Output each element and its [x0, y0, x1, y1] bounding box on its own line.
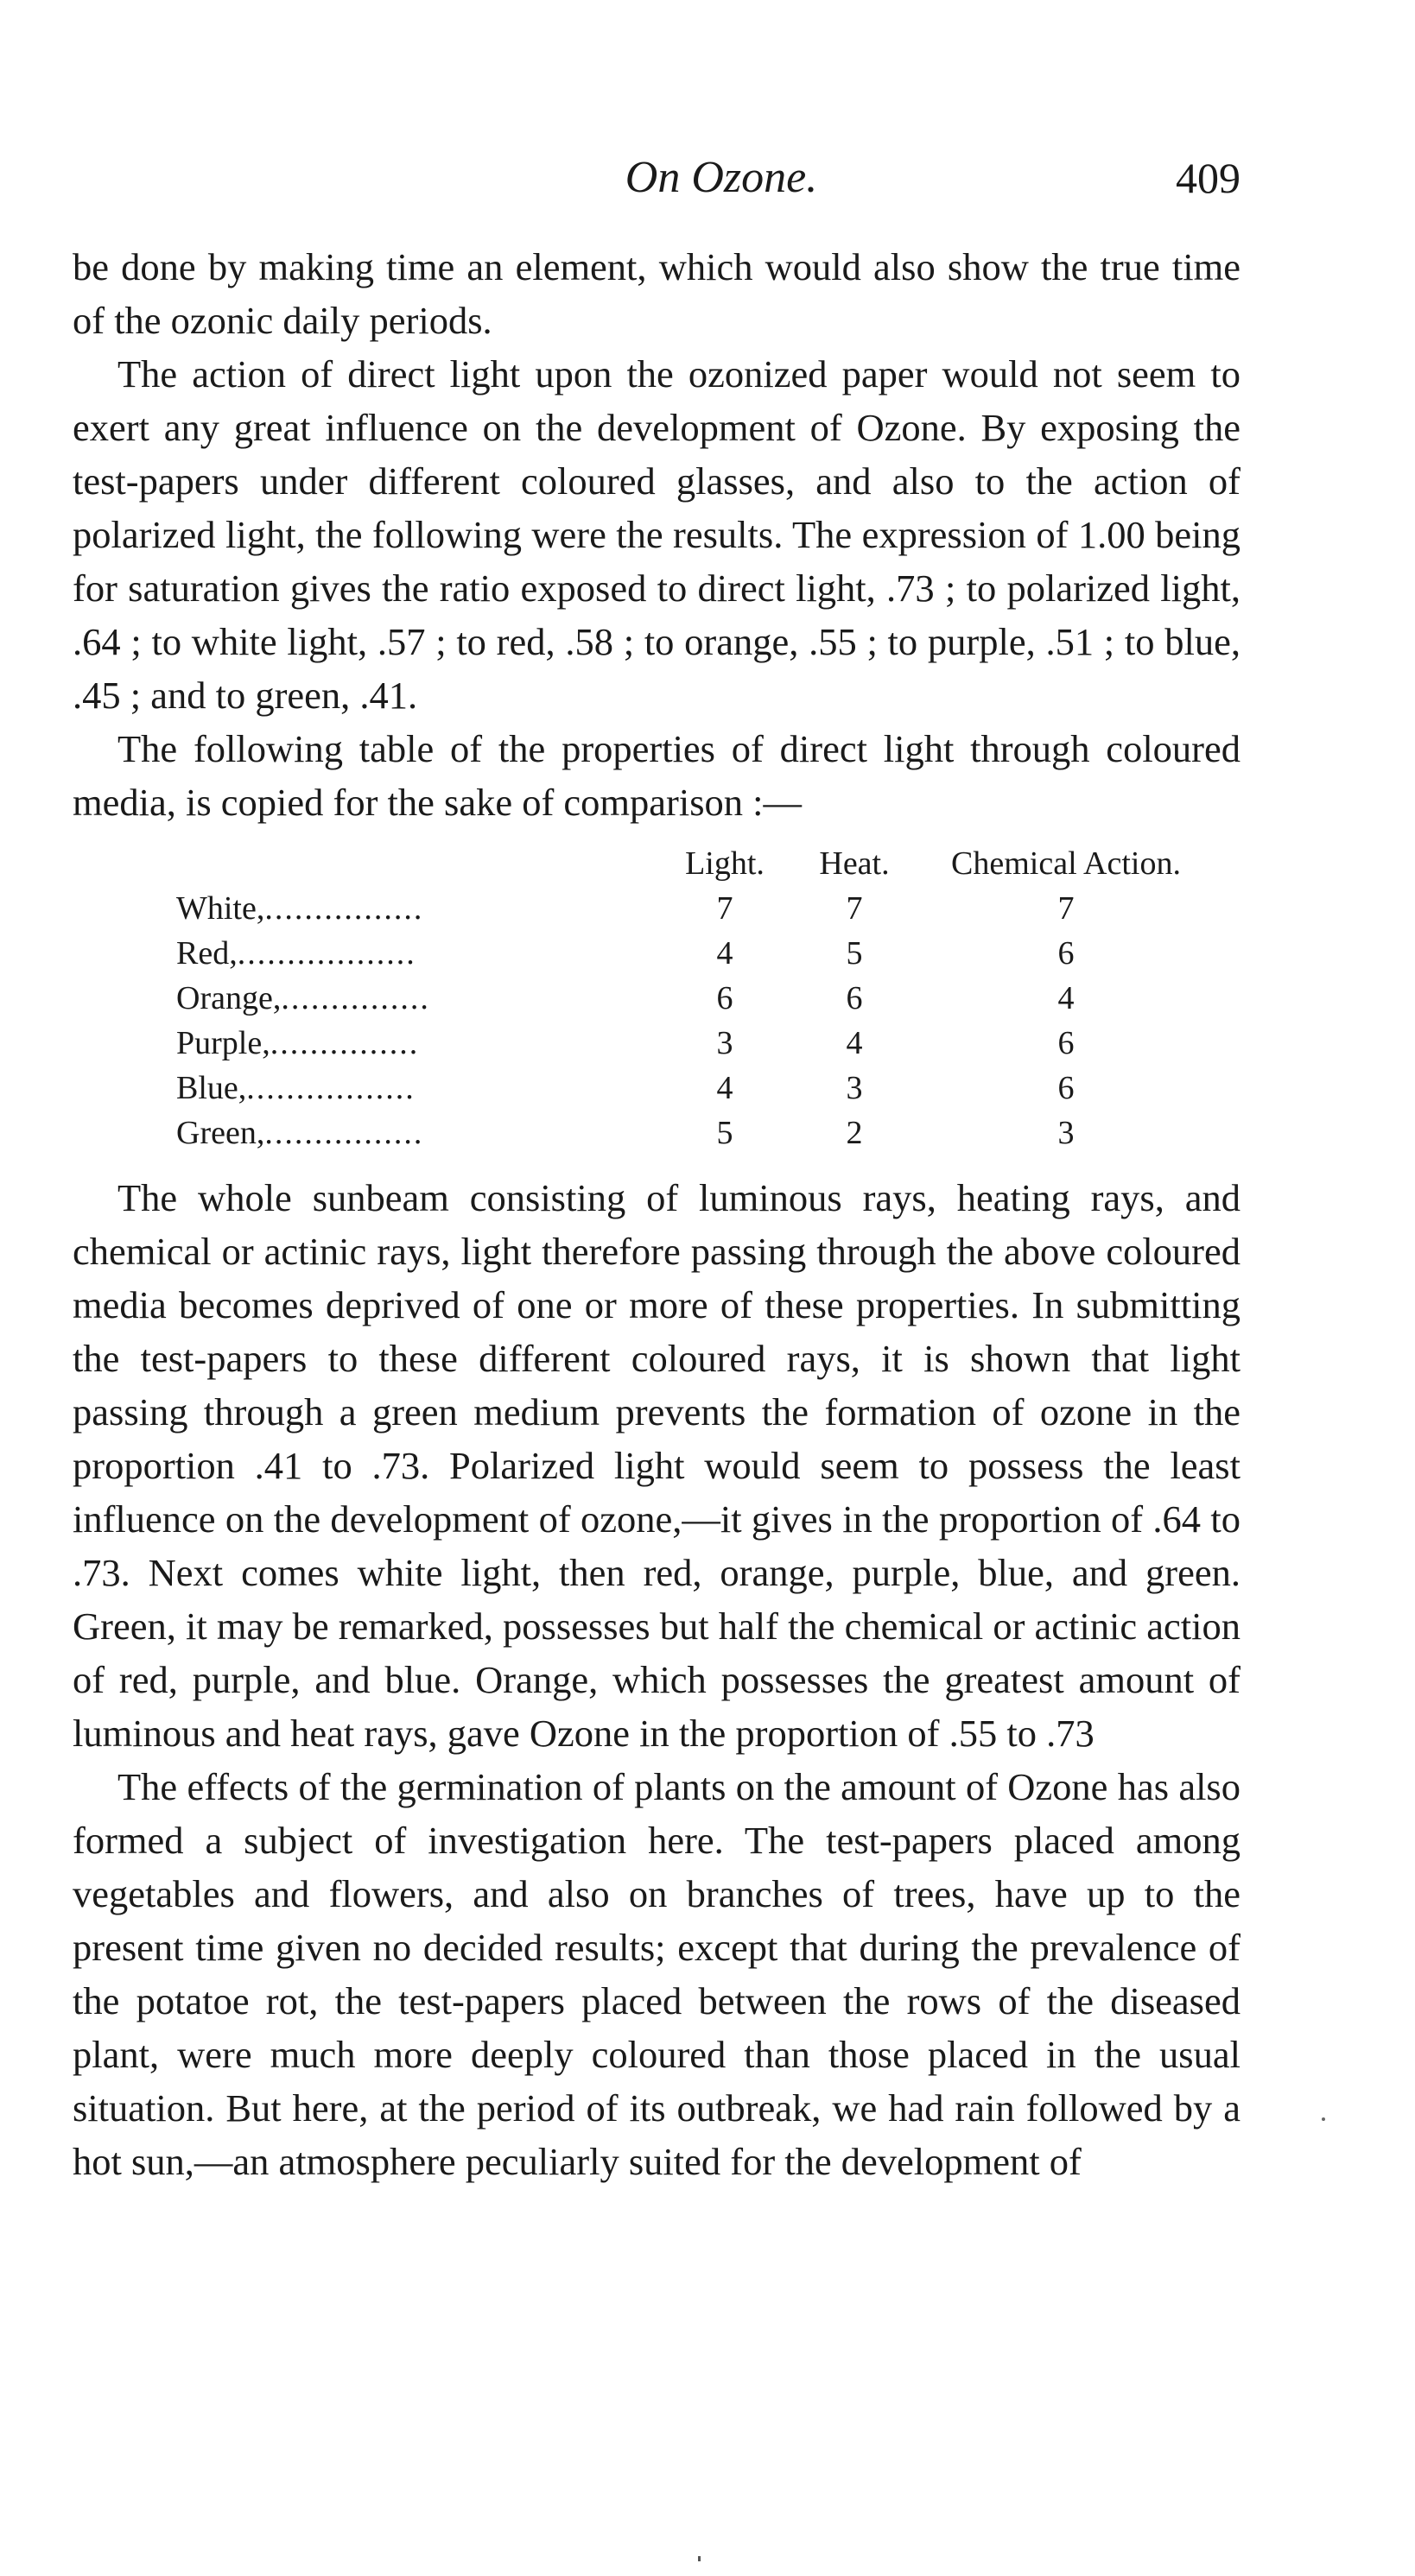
chemical-value: 6 — [1057, 1025, 1075, 1061]
table-row — [176, 886, 1213, 931]
running-title: On Ozone. — [625, 153, 818, 202]
chemical-value: 4 — [1057, 980, 1075, 1016]
heat-value: 3 — [846, 1070, 863, 1106]
row-label: Blue, — [176, 1070, 247, 1106]
chemical-value: 6 — [1057, 1070, 1075, 1106]
light-value: 4 — [716, 1070, 733, 1106]
light-value: 7 — [716, 890, 733, 927]
table-row — [176, 976, 1213, 1021]
heat-value: 5 — [846, 935, 863, 972]
leader-dots: ............... — [281, 980, 430, 1016]
chemical-value: 7 — [1057, 890, 1075, 927]
table-row — [176, 1111, 1213, 1155]
heat-value: 2 — [846, 1115, 863, 1151]
table-header-light: Light. — [685, 845, 765, 882]
row-label-cell — [176, 1111, 660, 1155]
row-label-cell — [176, 1066, 660, 1111]
light-value: 6 — [716, 980, 733, 1016]
paragraph-sunbeam: The whole sunbeam consisting of luminous rays, heating rays, and chemical or actinic rays, light therefore passing through the above coloured media becomes deprived of one or more of these properties. In submitting the test-papers to these different coloured rays, it is shown that light passing through a green medium prevents the formation of ozone in the proportion .41 to .73. Polarized light would seem to possess the least influence on the development of ozone,—it gives in the proportion of .64 to .73. Next comes white light, then red, orange, purple, blue, and green. Green, it may be remarked, possesses but half the chemical or actinic action of red, purple, and blue. Orange, which possesses the greatest amount of luminous and heat rays, gave Ozone in the proportion of .55 to .73 — [73, 1176, 1241, 1755]
table-row — [176, 1021, 1213, 1066]
bottom-speck — [698, 2556, 701, 2561]
leader-dots: ................. — [246, 1070, 416, 1106]
light-value: 3 — [716, 1025, 733, 1061]
light-properties-table-wrap — [73, 841, 1241, 1155]
light-value: 5 — [716, 1115, 733, 1151]
paragraph-continuation: be done by making time an element, which would also show the true time of the ozonic daily periods. — [73, 245, 1241, 342]
row-label: Orange, — [176, 980, 282, 1016]
page-body — [73, 147, 1241, 2188]
leader-dots: ............... — [270, 1025, 420, 1061]
light-value: 4 — [716, 935, 733, 972]
row-label: Green, — [176, 1115, 265, 1151]
leader-dots: .................. — [237, 935, 416, 972]
table-header-row — [176, 841, 1213, 886]
chemical-value: 6 — [1057, 935, 1075, 972]
table-header-blank — [176, 841, 660, 886]
row-label: Red, — [176, 935, 238, 972]
running-head — [73, 147, 1241, 209]
row-label-cell — [176, 886, 660, 931]
leader-dots: ................ — [264, 1115, 424, 1151]
row-label-cell — [176, 931, 660, 976]
table-row — [176, 1066, 1213, 1111]
row-label: Purple, — [176, 1025, 270, 1061]
heat-value: 4 — [846, 1025, 863, 1061]
table-row — [176, 931, 1213, 976]
paragraph-table-intro: The following table of the properties of direct light through coloured media, is copied for the sake of comparison :— — [73, 727, 1241, 824]
paragraph-direct-light: The action of direct light upon the ozonized paper would not seem to exert any great influence on the development of Ozone. By exposing the test-papers under different coloured glasses, and also to the action of polarized light, the following were the results. The expression of 1.00 being for saturation gives the ratio exposed to direct light, .73 ; to polarized light, .64 ; to white light, .57 ; to red, .58 ; to orange, .55 ; to purple, .51 ; to blue, .45 ; and to green, .41. — [73, 352, 1241, 717]
light-properties-table — [176, 841, 1213, 1155]
row-label: White, — [176, 890, 265, 927]
leader-dots: ................ — [264, 890, 424, 927]
page-number: 409 — [1176, 154, 1241, 202]
row-label-cell — [176, 1021, 660, 1066]
margin-speck — [1322, 2117, 1325, 2121]
table-header-heat: Heat. — [819, 845, 890, 882]
heat-value: 7 — [846, 890, 863, 927]
row-label-cell — [176, 976, 660, 1021]
chemical-value: 3 — [1057, 1115, 1075, 1151]
paragraph-germination: The effects of the germination of plants on the amount of Ozone has also formed a subject of investigation here. The test-papers placed among vegetables and flowers, and also on branches of trees, have up to the present time given no decided results; except that during the prevalence of the potatoe rot, the test-papers placed between the rows of the diseased plant, were much more deeply coloured than those placed in the usual situation. But here, at the period of its outbreak, we had rain followed by a hot sun,—an atmosphere peculiarly suited for the development of — [73, 1765, 1241, 2183]
heat-value: 6 — [846, 980, 863, 1016]
table-header-chemical: Chemical Action. — [951, 845, 1181, 882]
